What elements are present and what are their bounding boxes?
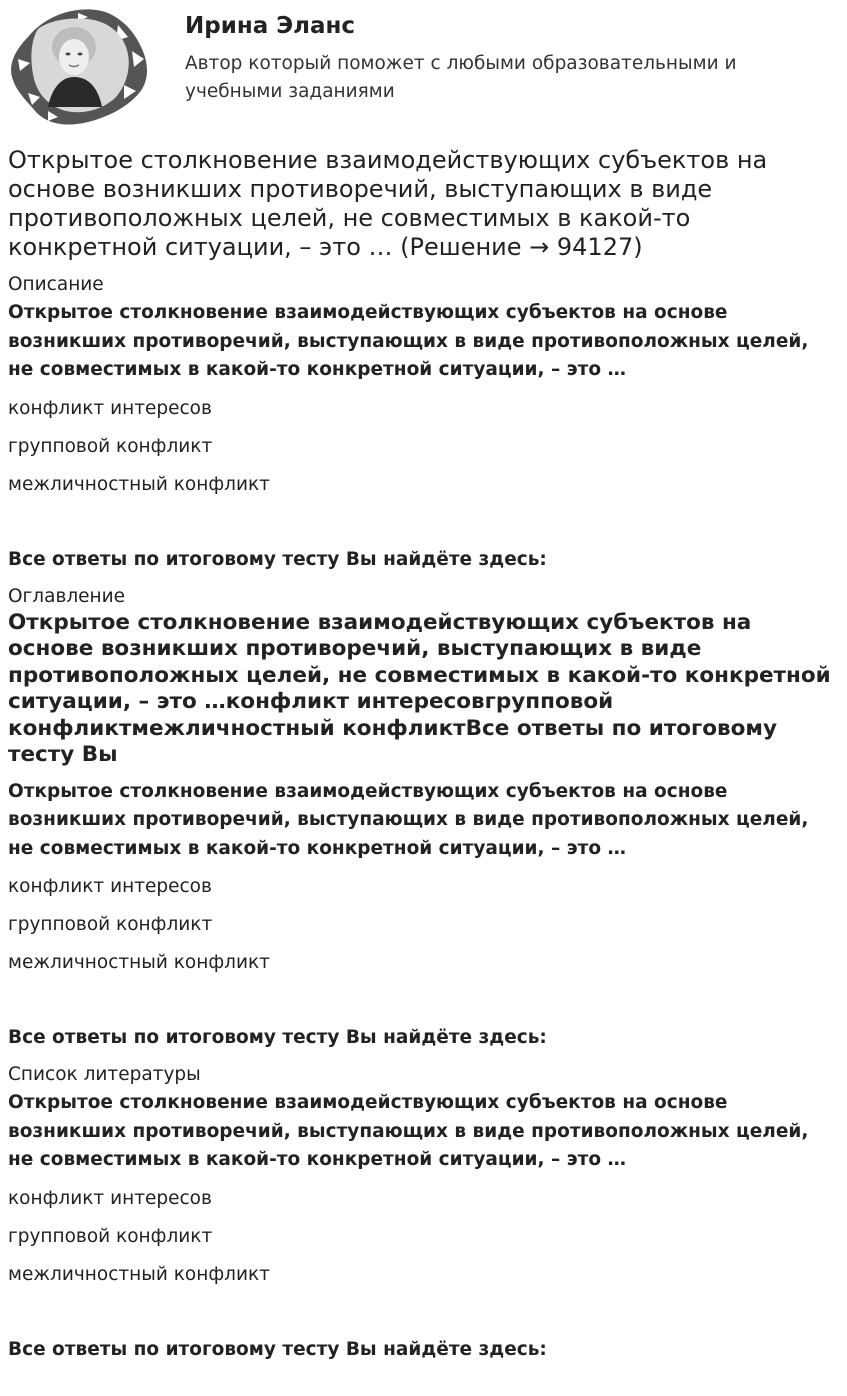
toc-heading: Открытое столкновение взаимодействующих субъектов на основе возникших противоречий, выступающих в виде противоположных целей, не совместимых в какой-то конкретной ситуации, – это …конфликт интересовгрупповой конфликтмежличностный конфликтВсе ответы по итоговому тесту Вы (8, 609, 831, 767)
all-answers-link-text: Все ответы по итоговому тесту Вы найдёте здесь: (8, 1027, 547, 1048)
answer-option: межличностный конфликт (8, 1263, 270, 1285)
answer-option: межличностный конфликт (8, 952, 270, 973)
answer-option: конфликт интересов (8, 1187, 212, 1209)
section-label-description: Описание (8, 274, 104, 295)
author-description: Автор который поможет с любыми образовательными и учебными заданиями (185, 53, 737, 102)
page-title: Открытое столкновение взаимодействующих субъектов на основе возникших противоречий, выступающих в виде противоположных целей, не совместимых в какой-то конкретной ситуации, – это … (Решение → 94127) (8, 146, 768, 261)
section-label-references: Список литературы (8, 1064, 201, 1085)
author-card (8, 0, 838, 130)
page (8, 0, 838, 1362)
answer-option: конфликт интересов (8, 876, 212, 897)
answer-option: конфликт интересов (8, 397, 212, 419)
all-answers-link-text: Все ответы по итоговому тесту Вы найдёте здесь: (8, 548, 547, 570)
author-name[interactable]: Ирина Эланс (185, 13, 356, 39)
question-text: Открытое столкновение взаимодействующих субъектов на основе возникших противоречий, выступающих в виде противоположных целей, не совместимых в какой-то конкретной ситуации, – это … (8, 780, 809, 859)
section-label-toc: Оглавление (8, 585, 126, 607)
question-text: Открытое столкновение взаимодействующих субъектов на основе возникших противоречий, выступающих в виде противоположных целей, не совместимых в какой-то конкретной ситуации, – это … (8, 302, 809, 380)
all-answers-link-text: Все ответы по итоговому тесту Вы найдёте здесь: (8, 1338, 547, 1360)
question-text: Открытое столкновение взаимодействующих субъектов на основе возникших противоречий, выступающих в виде противоположных целей, не совместимых в какой-то конкретной ситуации, – это … (8, 1092, 809, 1170)
answer-option: групповой конфликт (8, 435, 213, 457)
answer-option: межличностный конфликт (8, 473, 270, 495)
answer-option: групповой конфликт (8, 914, 213, 935)
answer-option: групповой конфликт (8, 1225, 213, 1247)
author-avatar[interactable] (8, 7, 150, 127)
